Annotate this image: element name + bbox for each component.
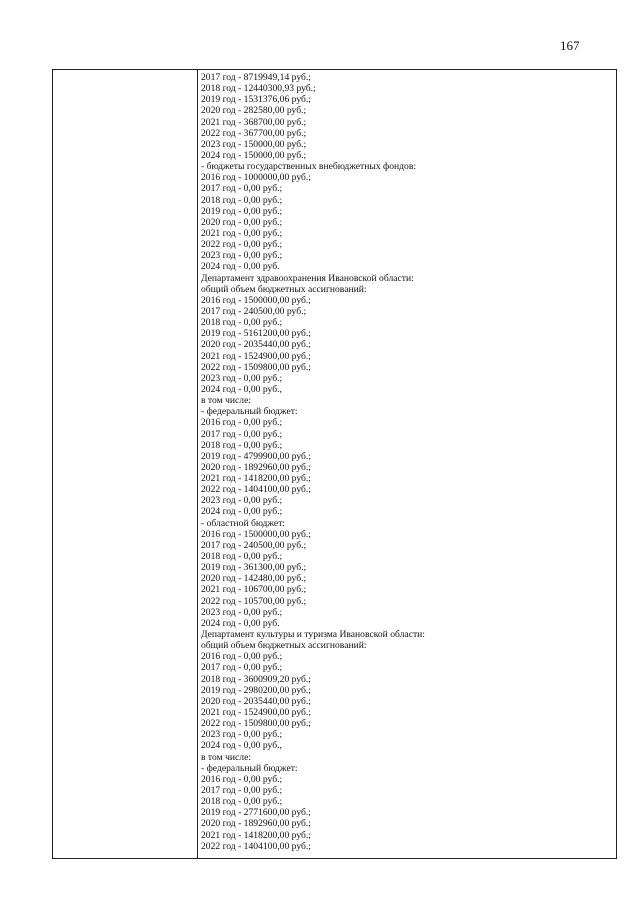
text-line: 2020 год - 282580,00 руб.; bbox=[201, 105, 307, 117]
text-line: 2022 год - 1509800,00 руб.; bbox=[201, 361, 311, 373]
text-line: 2018 год - 0,00 руб.; bbox=[201, 194, 283, 206]
text-line: общий объем бюджетных ассигнований: bbox=[201, 283, 367, 295]
text-line: 2024 год - 0,00 руб. bbox=[201, 261, 280, 273]
text-line: 2019 год - 361300,00 руб.; bbox=[201, 562, 307, 574]
text-line: 2019 год - 0,00 руб.; bbox=[201, 205, 283, 217]
text-line: 2019 год - 4799900,00 руб.; bbox=[201, 450, 311, 462]
text-line: - федеральный бюджет: bbox=[201, 762, 298, 774]
text-line: 2021 год - 368700,00 руб.; bbox=[201, 116, 307, 128]
text-line: 2023 год - 150000,00 руб.; bbox=[201, 138, 307, 150]
text-line: Департамент здравоохранения Ивановской области: bbox=[201, 272, 414, 284]
text-line: 2022 год - 1404100,00 руб.; bbox=[201, 484, 311, 496]
text-line: 2023 год - 0,00 руб.; bbox=[201, 606, 283, 618]
text-line: 2022 год - 1404100,00 руб.; bbox=[201, 840, 311, 852]
text-line: 2023 год - 0,00 руб.; bbox=[201, 372, 283, 384]
text-line: 2022 год - 1509800,00 руб.; bbox=[201, 718, 311, 730]
text-line: 2017 год - 0,00 руб.; bbox=[201, 785, 283, 796]
text-line: 2017 год - 240500,00 руб.; bbox=[201, 305, 307, 317]
text-line: 2016 год - 1000000,00 руб.; bbox=[201, 172, 311, 184]
text-line: 2022 год - 367700,00 руб.; bbox=[201, 127, 307, 139]
text-line: 2022 год - 105700,00 руб.; bbox=[201, 595, 307, 607]
text-line: 2017 год - 0,00 руб.; bbox=[201, 428, 283, 440]
text-line: 2017 год - 0,00 руб.; bbox=[201, 662, 283, 674]
text-line: 2020 год - 2035440,00 руб.; bbox=[201, 339, 311, 351]
text-line: 2021 год - 0,00 руб.; bbox=[201, 227, 283, 239]
text-line: 2018 год - 12440300,93 руб.; bbox=[201, 83, 316, 95]
text-line: 2021 год - 1418200,00 руб.; bbox=[201, 829, 311, 841]
text-line: 2020 год - 1892960,00 руб.; bbox=[201, 818, 311, 830]
text-line: 2020 год - 2035440,00 руб.; bbox=[201, 695, 311, 707]
text-line: 2018 год - 0,00 руб.; bbox=[201, 439, 283, 451]
text-line: 2016 год - 0,00 руб.; bbox=[201, 417, 283, 429]
table-right-column bbox=[201, 72, 612, 852]
text-line: 2018 год - 3600909,20 руб.; bbox=[201, 673, 311, 685]
text-line: 2021 год - 1524900,00 руб.; bbox=[201, 350, 311, 362]
text-line: 2023 год - 0,00 руб.; bbox=[201, 729, 283, 741]
text-line: 2018 год - 0,00 руб.; bbox=[201, 796, 283, 808]
text-line: 2021 год - 1524900,00 руб.; bbox=[201, 707, 311, 719]
text-line: 2018 год - 0,00 руб.; bbox=[201, 317, 283, 329]
text-line: 2016 год - 0,00 руб.; bbox=[201, 651, 283, 663]
text-line: 2019 год - 2771600,00 руб.; bbox=[201, 807, 311, 819]
text-line: 2022 год - 0,00 руб.; bbox=[201, 239, 283, 251]
text-line: - федеральный бюджет: bbox=[201, 406, 298, 418]
text-line: Департамент культуры и туризма Ивановской области: bbox=[201, 629, 425, 641]
text-line: 2023 год - 0,00 руб.; bbox=[201, 495, 283, 507]
table-left-column bbox=[53, 70, 198, 858]
text-line: 2021 год - 106700,00 руб.; bbox=[201, 584, 307, 596]
text-line: 2019 год - 1531376,06 руб.; bbox=[201, 94, 311, 106]
text-line: 2016 год - 0,00 руб.; bbox=[201, 773, 283, 785]
page-number: 167 bbox=[560, 38, 580, 53]
text-line: 2017 год - 0,00 руб.; bbox=[201, 183, 283, 195]
text-line: 2020 год - 1892960,00 руб.; bbox=[201, 461, 311, 473]
text-line: - областной бюджет: bbox=[201, 517, 286, 529]
text-line: - бюджеты государственных внебюджетных фондов: bbox=[201, 161, 417, 173]
text-line: 2020 год - 0,00 руб.; bbox=[201, 216, 283, 228]
text-line: 2017 год - 8719949,14 руб.; bbox=[201, 72, 311, 83]
text-line: 2016 год - 1500000,00 руб.; bbox=[201, 528, 311, 540]
document-table bbox=[52, 69, 617, 859]
text-line: 2024 год - 150000,00 руб.; bbox=[201, 149, 307, 161]
text-line: 2020 год - 142480,00 руб.; bbox=[201, 573, 307, 585]
text-line: общий объем бюджетных ассигнований: bbox=[201, 640, 367, 652]
text-line: 2024 год - 0,00 руб.; bbox=[201, 506, 283, 518]
text-line: в том числе: bbox=[201, 751, 252, 763]
text-line: 2024 год - 0,00 руб., bbox=[201, 383, 282, 395]
text-line: 2023 год - 0,00 руб.; bbox=[201, 250, 283, 262]
text-line: 2017 год - 240500,00 руб.; bbox=[201, 539, 307, 551]
text-line: 2016 год - 1500000,00 руб.; bbox=[201, 294, 311, 306]
text-line: 2018 год - 0,00 руб.; bbox=[201, 551, 283, 563]
text-line: 2024 год - 0,00 руб. bbox=[201, 617, 280, 629]
text-line: 2019 год - 2980200,00 руб.; bbox=[201, 684, 311, 696]
text-line: 2024 год - 0,00 руб., bbox=[201, 740, 282, 752]
text-line: в том числе: bbox=[201, 395, 252, 407]
text-line: 2021 год - 1418200,00 руб.; bbox=[201, 473, 311, 485]
text-line: 2019 год - 5161200,00 руб.; bbox=[201, 328, 311, 340]
